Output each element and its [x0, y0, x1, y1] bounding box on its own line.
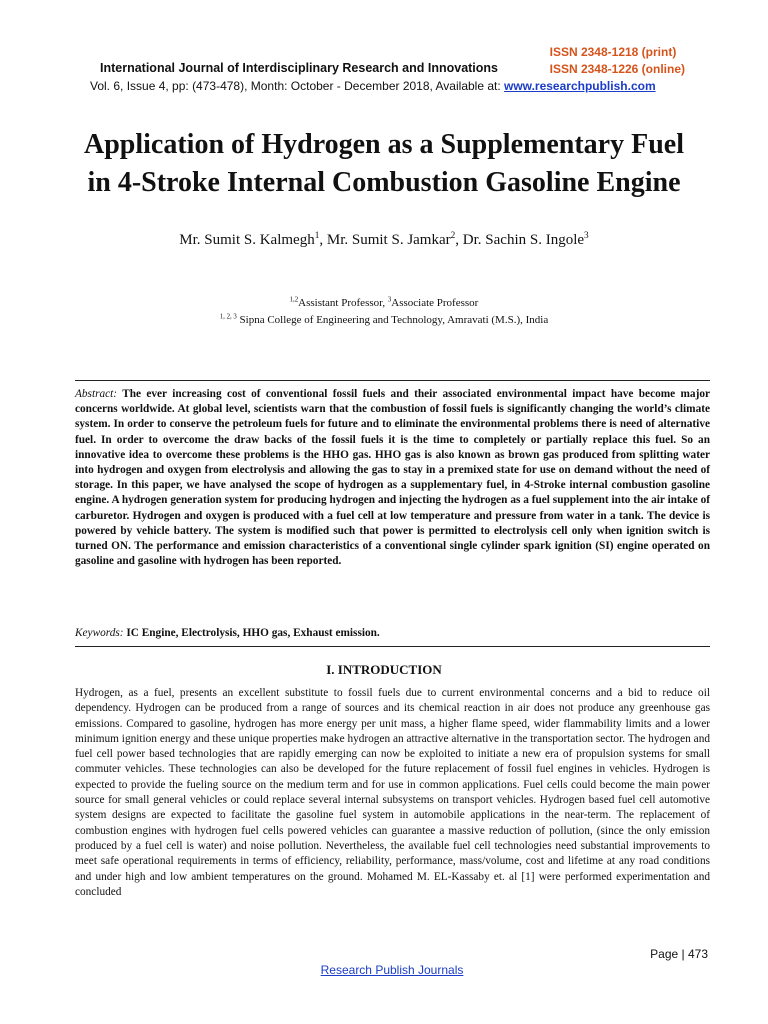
keywords-label: Keywords: [75, 627, 124, 639]
institution-sup: 1, 2, 3 [219, 313, 237, 321]
author-2: Mr. Sumit S. Jamkar [326, 232, 451, 248]
paper-title: Application of Hydrogen as a Supplementary Fuel in 4-Stroke Internal Combustion Gasoline Engine [84, 129, 684, 198]
author-roles [0, 297, 768, 309]
issn-block [550, 44, 685, 78]
volume-info [90, 79, 656, 93]
abstract [75, 387, 710, 569]
abstract-label: Abstract: [75, 388, 118, 400]
issn-print: ISSN 2348-1218 (print) [549, 45, 677, 59]
page-number: Page | 473 [650, 947, 708, 961]
author-1: Mr. Sumit S. Kalmegh [179, 232, 315, 248]
author-separator: , [455, 232, 463, 248]
institution-name: Sipna College of Engineering and Technology, Amravati (M.S.), India [236, 314, 549, 326]
publisher-link[interactable]: Research Publish Journals [320, 963, 464, 977]
section-heading: I. INTRODUCTION [326, 662, 442, 677]
author-separator: , [319, 232, 327, 248]
keywords-bottom-rule [75, 646, 710, 647]
author-3: Dr. Sachin S. Ingole [462, 232, 585, 248]
role-2: Associate Professor [391, 297, 479, 309]
keywords-text: IC Engine, Electrolysis, HHO gas, Exhaust emission. [123, 627, 380, 639]
role-sup-2: 3 [387, 296, 392, 304]
author-institution [0, 314, 768, 326]
role-1: Assistant Professor, [298, 297, 388, 309]
abstract-text: The ever increasing cost of conventional fossil fuels and their associated environmental impact have become major concerns worldwide. At global level, scientists warn that the combustion of fossil fuels is significantly changing the world’s climate system. In order to conserve the petroleum fuels for future and to eliminate the environmental problems there is need of alternative fuel. In order to overcome the draw backs of the fossil fuels it is the time to completely or partially replace this fuel. So an innovative idea to overcome these problems is the HHO gas. HHO gas is also known as brown gas produced from splitting water into hydrogen and oxygen from electrolysis and allowing the gas to stay in a premixed state for use on demand without the need of storage. In this paper, we have analysed the scope of hydrogen as a supplementary fuel, in 4-Stroke internal combustion gasoline engine. A hydrogen generation system for producing hydrogen and injecting the hydrogen as a fuel supplement into the air intake of carburetor. Hydrogen and oxygen is produced with a fuel cell at low temperature and pressure from water in a tank. The device is powered by vehicle battery. The system is modified such that power is permitted to electrolysis cell only when ignition switch is turned ON. The performance and emission characteristics of a conventional single cylinder spark ignition (SI) engine operated on gasoline and gasoline with hydrogen has been reported. [75, 388, 710, 568]
journal-name: International Journal of Interdisciplinary Research and Innovations [100, 61, 498, 75]
volume-text: Vol. 6, Issue 4, pp: (473-478), Month: October - December 2018, Available at: [90, 79, 505, 93]
abstract-top-rule [75, 380, 710, 381]
author-1-sup: 1 [314, 231, 320, 241]
introduction-text: Hydrogen, as a fuel, presents an excellent substitute to fossil fuels due to current environmental concerns and a bid to reduce oil dependency. Hydrogen can be produced from a range of sources and its chemical reaction in air does not produce any greenhouse gas emissions. Compared to gasoline, hydrogen has more energy per unit mass, a higher flame speed, wider flammability limits and a lower minimum ignition energy and these unique properties make hydrogen an attractive alternative in the transportation sector. The hydrogen and fuel cell power based technologies that are rapidly emerging can now be exploited to initiate a new era of propulsion systems for small commuter vehicles. These technologies can also be developed for the future replacement of fossil fuel engines in vehicles. Hydrogen is expected to provide the fueling source on the medium term and for use in common applications. Fuel cells could become the main power source for small general vehicles or could replace several internal subsystems on transport vehicles. Hydrogen based fuel cell automotive system designs are expected to facilitate the gasoline fuel system in automobile applications in the near-term. The replacement of combustion engines with hydrogen fuel cells powered vehicles can guarantee a massive reduction of pollution, (since the only emission produced by a fuel cell is water) and noise pollution. Nevertheless, the available fuel cell technologies need substantial improvements to meet safe operational requirements in terms of efficiency, reliability, performance, mass/volume, cost and lifetime at any road conditions and under high and low ambient temperatures on the ground. Mohamed M. EL-Kassaby et. al [1] were performed experimentation and concluded [75, 687, 710, 898]
keywords [75, 627, 710, 639]
author-list [0, 232, 768, 249]
author-2-sup: 2 [450, 231, 456, 241]
author-3-sup: 3 [584, 231, 589, 241]
role-sup-1: 1,2 [289, 296, 299, 304]
issn-online: ISSN 2348-1226 (online) [549, 62, 685, 76]
website-link[interactable]: www.researchpublish.com [504, 79, 656, 93]
